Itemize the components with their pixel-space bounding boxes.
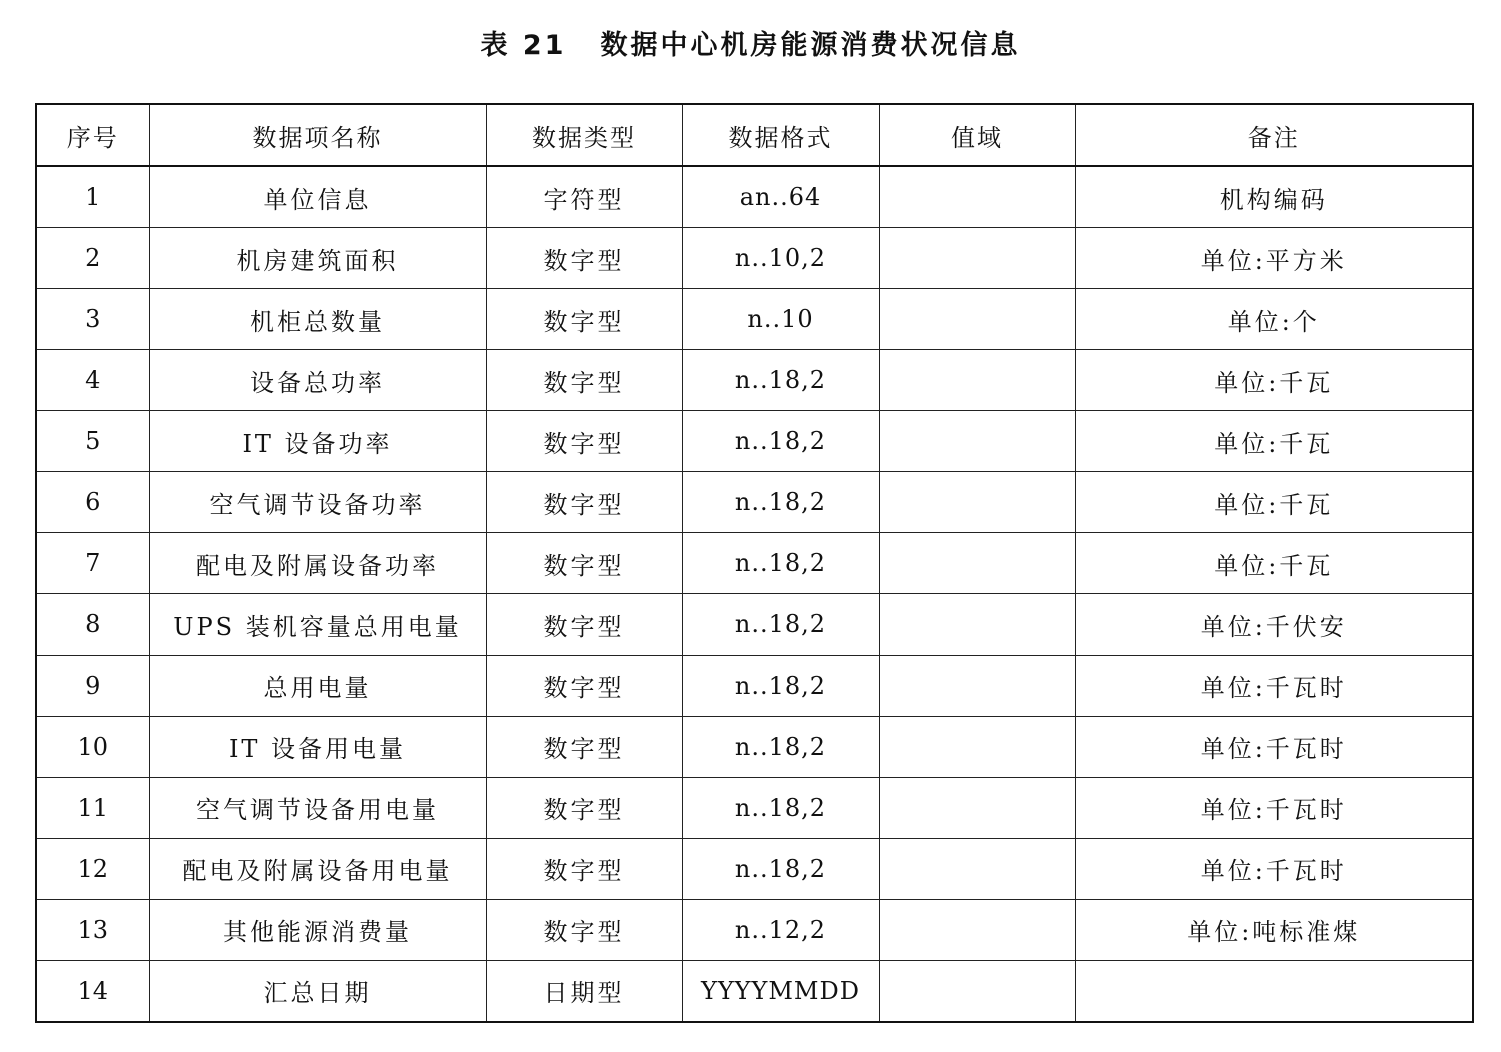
table-row xyxy=(36,289,1473,350)
cell-type: 数字型 xyxy=(486,594,682,655)
cell-name: IT 设备用电量 xyxy=(149,716,486,777)
cell-format: YYYYMMDD xyxy=(682,960,879,1022)
cell-no: 3 xyxy=(36,289,149,350)
cell-no: 14 xyxy=(36,960,149,1022)
cell-format: n..18,2 xyxy=(682,533,879,594)
cell-no: 8 xyxy=(36,594,149,655)
cell-name: 机柜总数量 xyxy=(149,289,486,350)
cell-range xyxy=(879,289,1075,350)
cell-name: 空气调节设备用电量 xyxy=(149,777,486,838)
cell-range xyxy=(879,166,1075,228)
cell-note: 单位:千瓦 xyxy=(1075,472,1473,533)
cell-note: 单位:平方米 xyxy=(1075,228,1473,289)
cell-note: 单位:千瓦时 xyxy=(1075,838,1473,899)
cell-format: n..18,2 xyxy=(682,655,879,716)
table-row xyxy=(36,655,1473,716)
cell-no: 13 xyxy=(36,899,149,960)
cell-type: 数字型 xyxy=(486,838,682,899)
cell-name: 机房建筑面积 xyxy=(149,228,486,289)
cell-note: 单位:千瓦时 xyxy=(1075,716,1473,777)
cell-no: 2 xyxy=(36,228,149,289)
cell-format: n..18,2 xyxy=(682,777,879,838)
cell-no: 5 xyxy=(36,411,149,472)
header-row xyxy=(36,104,1473,166)
cell-range xyxy=(879,350,1075,411)
column-header-name: 数据项名称 xyxy=(149,104,486,166)
cell-name: IT 设备功率 xyxy=(149,411,486,472)
cell-no: 6 xyxy=(36,472,149,533)
cell-type: 字符型 xyxy=(486,166,682,228)
cell-name: 其他能源消费量 xyxy=(149,899,486,960)
cell-name: 汇总日期 xyxy=(149,960,486,1022)
cell-no: 9 xyxy=(36,655,149,716)
cell-range xyxy=(879,228,1075,289)
cell-note: 单位:千瓦 xyxy=(1075,411,1473,472)
cell-range xyxy=(879,472,1075,533)
table-number: 表 21 xyxy=(480,30,567,61)
cell-no: 12 xyxy=(36,838,149,899)
cell-type: 数字型 xyxy=(486,411,682,472)
table-row xyxy=(36,472,1473,533)
column-header-range: 值域 xyxy=(879,104,1075,166)
cell-range xyxy=(879,960,1075,1022)
cell-type: 数字型 xyxy=(486,899,682,960)
cell-note: 单位:个 xyxy=(1075,289,1473,350)
cell-range xyxy=(879,899,1075,960)
cell-name: 配电及附属设备功率 xyxy=(149,533,486,594)
cell-range xyxy=(879,411,1075,472)
table-row xyxy=(36,594,1473,655)
cell-type: 数字型 xyxy=(486,350,682,411)
table-title: 数据中心机房能源消费状况信息 xyxy=(600,30,1021,61)
cell-no: 7 xyxy=(36,533,149,594)
cell-note: 单位:千瓦时 xyxy=(1075,655,1473,716)
cell-type: 数字型 xyxy=(486,533,682,594)
column-header-note: 备注 xyxy=(1075,104,1473,166)
table-row xyxy=(36,899,1473,960)
table-row xyxy=(36,411,1473,472)
table-row xyxy=(36,838,1473,899)
cell-range xyxy=(879,716,1075,777)
column-header-no: 序号 xyxy=(36,104,149,166)
cell-type: 日期型 xyxy=(486,960,682,1022)
cell-type: 数字型 xyxy=(486,716,682,777)
table-row xyxy=(36,960,1473,1022)
cell-no: 11 xyxy=(36,777,149,838)
cell-note: 单位:千伏安 xyxy=(1075,594,1473,655)
cell-name: 配电及附属设备用电量 xyxy=(149,838,486,899)
cell-name: UPS 装机容量总用电量 xyxy=(149,594,486,655)
cell-note: 机构编码 xyxy=(1075,166,1473,228)
cell-format: an..64 xyxy=(682,166,879,228)
cell-name: 总用电量 xyxy=(149,655,486,716)
table-row xyxy=(36,533,1473,594)
cell-note: 单位:千瓦 xyxy=(1075,533,1473,594)
cell-note xyxy=(1075,960,1473,1022)
cell-type: 数字型 xyxy=(486,289,682,350)
cell-name: 空气调节设备功率 xyxy=(149,472,486,533)
cell-type: 数字型 xyxy=(486,655,682,716)
cell-format: n..18,2 xyxy=(682,838,879,899)
cell-no: 10 xyxy=(36,716,149,777)
table-row xyxy=(36,777,1473,838)
cell-format: n..10 xyxy=(682,289,879,350)
cell-no: 1 xyxy=(36,166,149,228)
table-caption xyxy=(0,24,1501,68)
cell-format: n..18,2 xyxy=(682,716,879,777)
cell-type: 数字型 xyxy=(486,777,682,838)
cell-note: 单位:千瓦 xyxy=(1075,350,1473,411)
table-body xyxy=(36,166,1473,1022)
cell-format: n..18,2 xyxy=(682,411,879,472)
cell-range xyxy=(879,655,1075,716)
cell-format: n..18,2 xyxy=(682,472,879,533)
cell-note: 单位:千瓦时 xyxy=(1075,777,1473,838)
table-header xyxy=(36,104,1473,166)
cell-type: 数字型 xyxy=(486,228,682,289)
cell-range xyxy=(879,533,1075,594)
cell-note: 单位:吨标准煤 xyxy=(1075,899,1473,960)
cell-format: n..18,2 xyxy=(682,594,879,655)
column-header-type: 数据类型 xyxy=(486,104,682,166)
table-row xyxy=(36,228,1473,289)
cell-name: 设备总功率 xyxy=(149,350,486,411)
cell-format: n..18,2 xyxy=(682,350,879,411)
cell-name: 单位信息 xyxy=(149,166,486,228)
cell-format: n..12,2 xyxy=(682,899,879,960)
cell-range xyxy=(879,777,1075,838)
cell-format: n..10,2 xyxy=(682,228,879,289)
cell-type: 数字型 xyxy=(486,472,682,533)
cell-range xyxy=(879,838,1075,899)
column-header-format: 数据格式 xyxy=(682,104,879,166)
table-row xyxy=(36,350,1473,411)
data-table xyxy=(35,103,1474,1023)
cell-range xyxy=(879,594,1075,655)
table-row xyxy=(36,716,1473,777)
cell-no: 4 xyxy=(36,350,149,411)
table-row xyxy=(36,166,1473,228)
